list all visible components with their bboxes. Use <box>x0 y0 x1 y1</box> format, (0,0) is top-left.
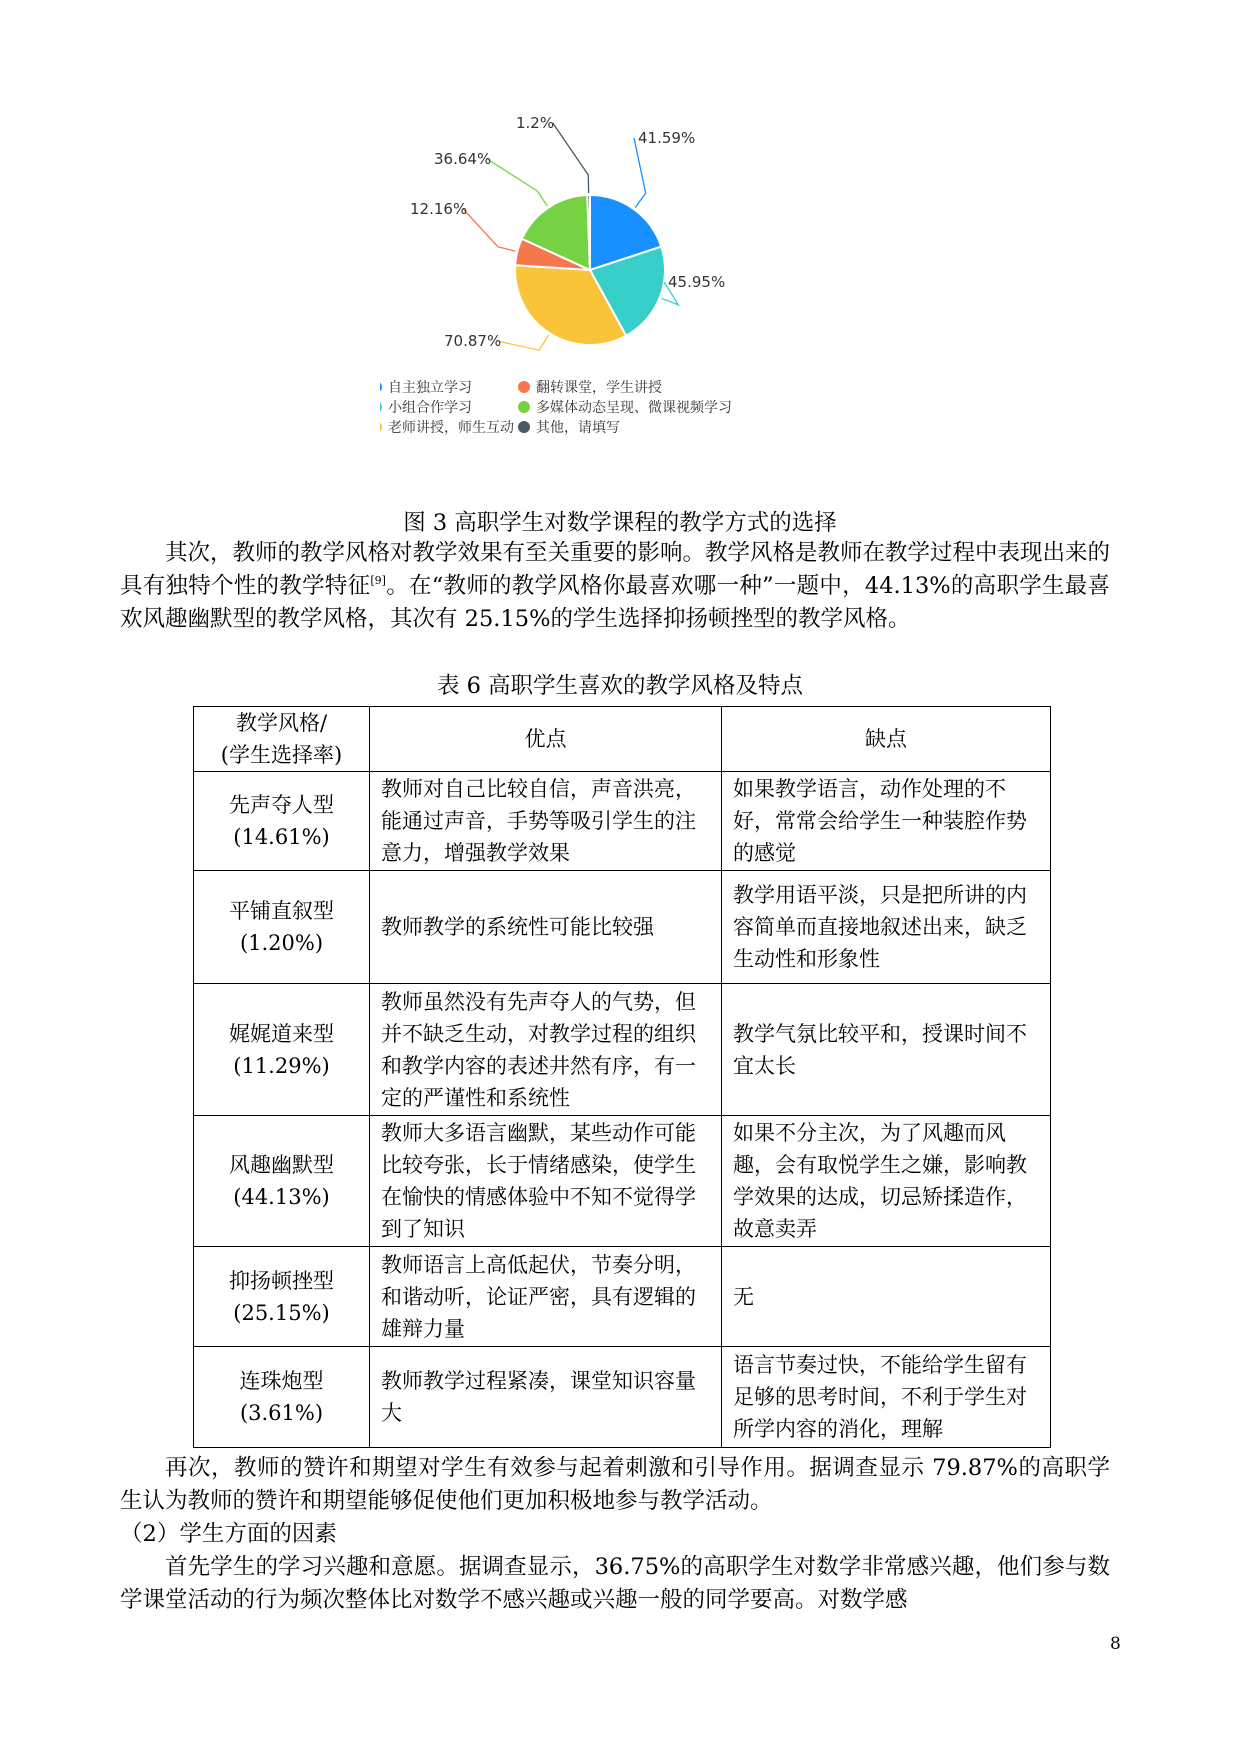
cons-cell: 如果教学语言，动作处理的不好，常常会给学生一种装腔作势的感觉 <box>722 772 1051 871</box>
legend-swatch <box>380 421 382 433</box>
leader-line <box>634 138 646 208</box>
data-label: 70.87% <box>444 332 502 350</box>
section-heading: （2）学生方面的因素 <box>120 1521 337 1547</box>
pros-cell: 教师虽然没有先声夺人的气势，但并不缺乏生动，对教学过程的组织和教学内容的表述井然有序，有一定的严谨性和系统性 <box>370 984 722 1116</box>
legend-swatch <box>518 381 530 393</box>
leader-line <box>487 159 547 206</box>
legend-swatch <box>518 401 530 413</box>
cons-cell: 如果不分主次，为了风趣而风趣，会有取悦学生之嫌，影响教学效果的达成，切忌矫揉造作，故意卖弄 <box>722 1116 1051 1247</box>
style-rate: (3.61%) <box>239 1401 324 1425</box>
style-rate: (1.20%) <box>239 931 324 955</box>
style-rate: (44.13%) <box>233 1185 330 1209</box>
style-rate: (11.29%) <box>233 1053 330 1078</box>
style-cell <box>194 772 370 871</box>
style-cell <box>194 1116 370 1247</box>
pros-cell: 教师语言上高低起伏，节奏分明，和谐动听，论证严密，具有逻辑的雄辩力量 <box>370 1247 722 1347</box>
style-name: 连珠炮型 <box>239 1369 324 1393</box>
pros-cell: 教师大多语言幽默，某些动作可能比较夸张，长于情绪感染，使学生在愉快的情感体验中不知不觉得学到了知识 <box>370 1116 722 1247</box>
chart-legend <box>380 379 732 436</box>
pros-cell: 教师教学过程紧凑，课堂知识容量大 <box>370 1347 722 1448</box>
style-cell <box>194 1347 370 1448</box>
style-name: 娓娓道来型 <box>229 1021 334 1046</box>
legend-entry: 其他，请填写 <box>536 420 620 436</box>
data-label: 12.16% <box>410 200 468 218</box>
style-rate: (14.61%) <box>233 825 330 849</box>
table-caption: 表 6 高职学生喜欢的教学风格及特点 <box>436 673 804 699</box>
cons-cell: 无 <box>722 1247 1051 1347</box>
page-number: 8 <box>1110 1634 1121 1654</box>
pie-chart <box>380 115 840 505</box>
header-line: 教学风格/ <box>235 711 328 735</box>
table-row <box>194 871 1051 984</box>
legend-entry: 自主独立学习 <box>388 380 472 396</box>
table-row <box>194 1347 1051 1448</box>
paragraph-praise: 再次，教师的赞许和期望对学生有效参与起着刺激和引导作用。据调查显示 79.87%的高职学生认为教师的赞许和期望能够促使他们更加积极地参与教学活动。 <box>120 1455 1110 1514</box>
data-label: 1.2% <box>516 115 555 132</box>
style-name: 平铺直叙型 <box>229 899 334 923</box>
table-row <box>194 1247 1051 1347</box>
header-pros: 优点 <box>370 707 722 772</box>
style-name: 先声夺人型 <box>229 793 334 817</box>
legend-swatch <box>380 381 382 393</box>
leader-line <box>463 209 515 251</box>
style-cell <box>194 984 370 1116</box>
style-name: 抑扬顿挫型 <box>229 1268 334 1293</box>
leader-line <box>553 123 589 193</box>
paragraph-text: 其次，教师的教学风格对教学效果有至关重要的影响。教学风格是教师在教学过程中表现出来的具有独特个性的教学特征 <box>120 540 1111 599</box>
style-name: 风趣幽默型 <box>229 1153 334 1177</box>
legend-entry: 老师讲授，师生互动 <box>388 420 514 436</box>
header-line: (学生选择率) <box>220 743 343 767</box>
legend-entry: 翻转课堂，学生讲授 <box>536 380 662 396</box>
style-rate: (25.15%) <box>233 1300 330 1325</box>
cons-cell: 语言节奏过快，不能给学生留有足够的思考时间，不利于学生对所学内容的消化，理解 <box>722 1347 1051 1448</box>
paragraph-teaching-style <box>120 537 1110 636</box>
style-cell <box>194 1247 370 1347</box>
legend-entry: 小组合作学习 <box>388 400 472 416</box>
pros-cell: 教师对自己比较自信，声音洪亮，能通过声音，手势等吸引学生的注意力，增强教学效果 <box>370 772 722 871</box>
leader-line <box>497 335 549 350</box>
style-cell <box>194 871 370 984</box>
citation-ref: [9] <box>370 574 386 587</box>
pie-slices <box>515 195 665 345</box>
table-header-row <box>194 707 1051 772</box>
table-row <box>194 984 1051 1116</box>
teaching-style-table <box>193 706 1051 1448</box>
paragraph-interest: 首先学生的学习兴趣和意愿。据调查显示，36.75%的高职学生对数学非常感兴趣，他们参与数学课堂活动的行为频次整体比对数学不感兴趣或兴趣一般的同学要高。对数学感 <box>120 1554 1110 1613</box>
data-label: 45.95% <box>668 273 726 291</box>
legend-swatch <box>380 401 382 413</box>
header-cons: 缺点 <box>722 707 1051 772</box>
data-label: 41.59% <box>638 129 696 147</box>
table-row <box>194 772 1051 871</box>
figure-caption: 图 3 高职学生对数学课程的教学方式的选择 <box>403 510 837 536</box>
data-label: 36.64% <box>434 150 492 168</box>
table-row <box>194 1116 1051 1247</box>
cons-cell: 教学用语平淡，只是把所讲的内容简单而直接地叙述出来，缺乏生动性和形象性 <box>722 871 1051 984</box>
legend-entry: 多媒体动态呈现、微课视频学习 <box>536 400 732 416</box>
paragraph-text: 。在“教师的教学风格你最喜欢哪一种”一题中，44.13%的高职学生最喜欢风趣幽默型的教学风格，其次有 25.15%的学生选择抑扬顿挫型的教学风格。 <box>120 573 1110 632</box>
legend-swatch <box>518 421 530 433</box>
cons-cell: 教学气氛比较平和，授课时间不宜太长 <box>722 984 1051 1116</box>
pros-cell: 教师教学的系统性可能比较强 <box>370 871 722 984</box>
header-style-rate <box>194 707 370 772</box>
